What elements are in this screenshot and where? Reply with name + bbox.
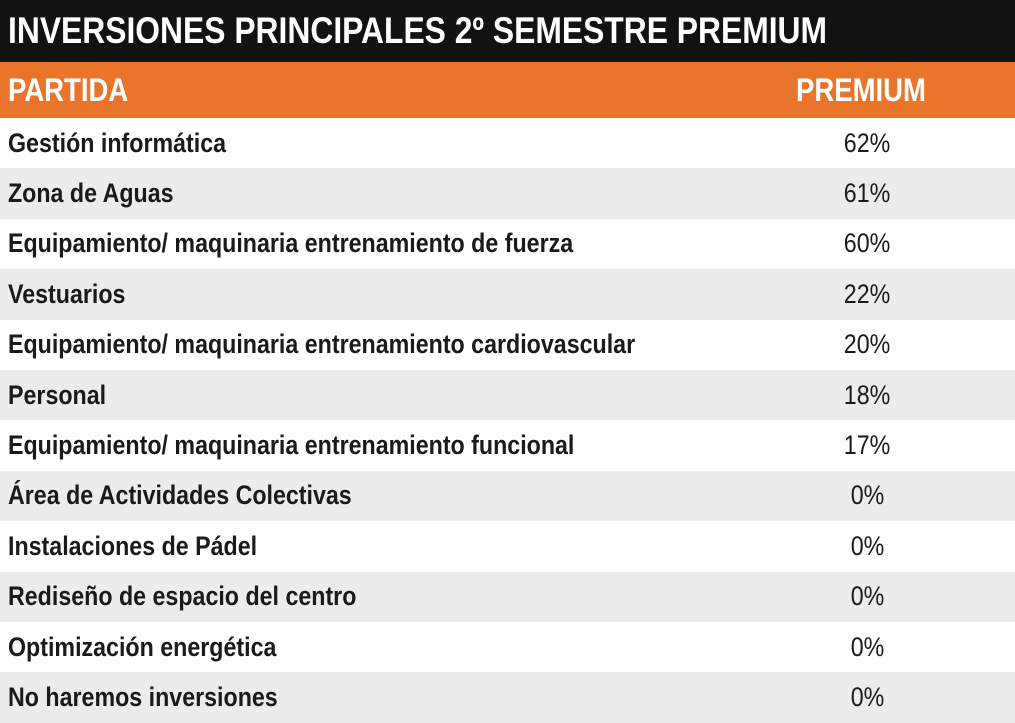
row-partida [0, 581, 770, 612]
header-premium-text: PREMIUM [796, 71, 926, 108]
table-row [0, 672, 1015, 722]
row-partida-text: Rediseño de espacio del centro [8, 581, 357, 612]
table-row [0, 622, 1015, 672]
table-row [0, 269, 1015, 319]
table-row [0, 572, 1015, 622]
row-partida-text: Instalaciones de Pádel [8, 530, 258, 561]
header-premium [770, 72, 1015, 109]
row-premium-text: 61% [844, 178, 891, 209]
table-row [0, 168, 1015, 218]
row-partida [0, 430, 770, 461]
header-partida-text: PARTIDA [8, 71, 129, 108]
row-premium-text: 60% [844, 228, 891, 259]
row-partida [0, 632, 770, 663]
table-row [0, 420, 1015, 470]
row-partida-text: Equipamiento/ maquinaria entrenamiento cardiovascular [8, 329, 636, 360]
row-partida [0, 531, 770, 562]
row-partida-text: Gestión informática [8, 127, 227, 158]
table-title-text: INVERSIONES PRINCIPALES 2º SEMESTRE PREMIUM [8, 10, 828, 51]
table-body [0, 118, 1015, 723]
row-partida [0, 480, 770, 511]
row-partida [0, 380, 770, 411]
row-premium [770, 430, 1015, 461]
row-partida [0, 279, 770, 310]
row-premium-text: 18% [844, 379, 891, 410]
row-partida-text: Vestuarios [8, 278, 126, 309]
table-row [0, 118, 1015, 168]
row-premium-text: 0% [850, 681, 885, 712]
row-premium [770, 178, 1015, 209]
row-partida-text: Equipamiento/ maquinaria entrenamiento de fuerza [8, 228, 574, 259]
header-row [0, 62, 1015, 118]
row-premium-text: 17% [844, 430, 891, 461]
table-row [0, 521, 1015, 571]
row-premium-text: 0% [850, 631, 885, 662]
row-premium-text: 22% [844, 278, 891, 309]
row-partida [0, 178, 770, 209]
row-premium [770, 228, 1015, 259]
row-partida-text: Optimización energética [8, 631, 277, 662]
row-premium-text: 0% [850, 480, 885, 511]
table-row [0, 471, 1015, 521]
row-premium [770, 380, 1015, 411]
row-premium [770, 682, 1015, 713]
row-partida-text: Área de Actividades Colectivas [8, 480, 352, 511]
row-premium [770, 531, 1015, 562]
row-partida [0, 128, 770, 159]
row-partida-text: Personal [8, 379, 107, 410]
row-premium [770, 480, 1015, 511]
row-premium [770, 279, 1015, 310]
row-partida [0, 682, 770, 713]
row-partida-text: No haremos inversiones [8, 681, 278, 712]
row-partida-text: Zona de Aguas [8, 178, 174, 209]
row-premium [770, 128, 1015, 159]
table-row [0, 219, 1015, 269]
row-partida [0, 228, 770, 259]
row-premium-text: 0% [850, 530, 885, 561]
row-premium [770, 632, 1015, 663]
table-row [0, 370, 1015, 420]
row-premium-text: 0% [850, 581, 885, 612]
header-partida [0, 72, 770, 109]
table-row [0, 320, 1015, 370]
table-title [0, 0, 1015, 62]
row-premium-text: 62% [844, 127, 891, 158]
row-partida-text: Equipamiento/ maquinaria entrenamiento funcional [8, 430, 575, 461]
row-premium-text: 20% [844, 329, 891, 360]
row-premium [770, 581, 1015, 612]
row-premium [770, 329, 1015, 360]
row-partida [0, 329, 770, 360]
